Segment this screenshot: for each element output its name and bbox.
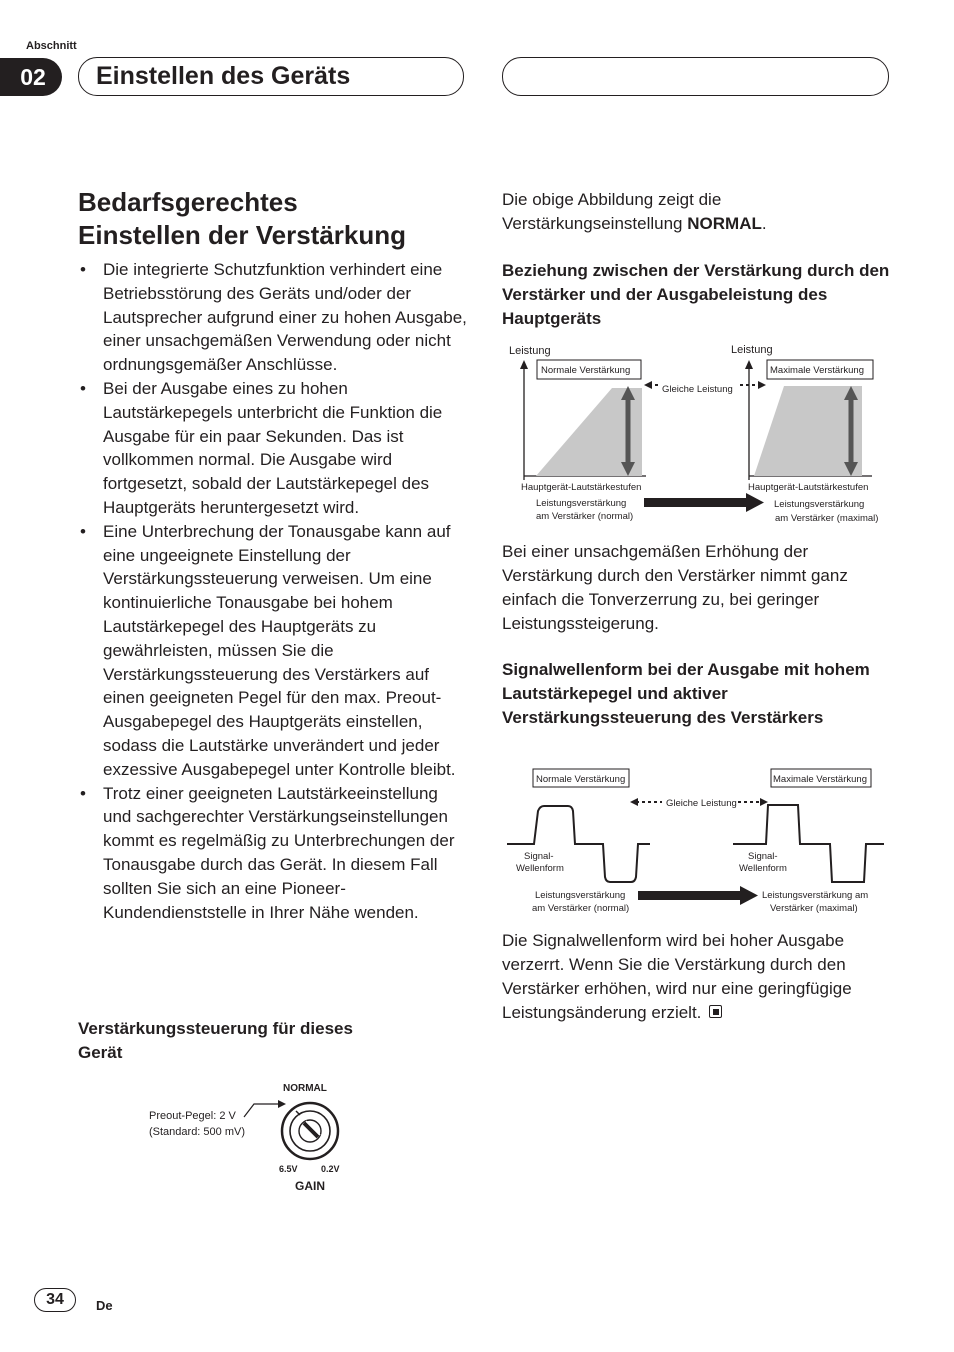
arrow-head-icon: [278, 1100, 286, 1108]
equal-power-arrow-right-icon: [760, 798, 768, 806]
normal-gain-label: Normale Verstärkung: [536, 774, 626, 785]
gain-caption-line-1: Leistungsverstärkung: [535, 890, 626, 901]
figure-description-text: Die obige Abbildung zeigt die Verstärkungseinstellung: [502, 190, 722, 233]
section-title: Einstellen des Geräts: [96, 62, 351, 90]
waveform-label-line-1: Signal-: [748, 851, 778, 862]
preout-level-label: Preout-Pegel: 2 V: [149, 1110, 236, 1122]
section-number-badge: 02: [0, 58, 62, 96]
equal-power-label: Gleiche Leistung: [662, 384, 733, 395]
y-axis-arrow-icon: [520, 360, 528, 369]
list-item: • Bei der Ausgabe eines zu hohen Lautstärkepegels unterbricht die Funktion die Ausgabe für ein paar Sekunden. Das ist vollkommen normal. Die Ausgabe wird fortgesetzt, sobald der Lautstärkepegel des Hauptgeräts heruntergesetzt wird.: [78, 377, 468, 520]
equal-power-arrow-left-icon: [644, 381, 652, 389]
comparison-arrow-head-icon: [746, 493, 764, 512]
header-empty-frame: [502, 57, 889, 96]
equal-power-label: Gleiche Leistung: [666, 798, 737, 809]
page-number: 34: [34, 1288, 76, 1312]
waveform-label-line-2: Wellenform: [739, 863, 787, 874]
waveform-label-line-2: Wellenform: [516, 863, 564, 874]
waveform-description: [502, 929, 892, 1025]
list-item: • Trotz einer geeigneten Lautstärkeeinstellung und sachgerechter Verstärkungseinstellungen kommt es regelmäßig zu Unterbrechungen der Tonausgabe durch das Gerät. In diesem Fall sollten Sie sich an eine Pioneer-Kundendienststelle in Ihrer Nähe wenden.: [78, 782, 468, 925]
power-axis-label: Leistung: [509, 345, 551, 357]
protection-notes-list: [78, 258, 468, 924]
comparison-arrow: [644, 498, 749, 507]
language-code: De: [96, 1298, 113, 1313]
maximum-gain-label: Maximale Verstärkung: [770, 365, 864, 376]
gain-caption-line-1: Leistungsverstärkung: [536, 498, 627, 509]
gain-caption-line-2: Verstärker (maximal): [770, 903, 858, 914]
gain-caption-line-2: am Verstärker (normal): [532, 903, 630, 914]
section-label: Abschnitt: [26, 40, 77, 52]
signal-waveform-figure: [502, 764, 892, 920]
figure-description: [502, 188, 892, 236]
gain-control-heading: [78, 1017, 468, 1065]
signal-waveform-heading: Signalwellenform bei der Ausgabe mit hohem Lautstärkepegel und aktiver Verstärkungssteuerung des Verstärkers: [502, 660, 870, 727]
page-heading-line-1: Bedarfsgerechtes: [78, 187, 298, 217]
sentence-end: .: [761, 214, 767, 233]
gain-caption-line-2: am Verstärker (maximal): [775, 513, 879, 524]
power-axis-label: Leistung: [731, 344, 773, 356]
comparison-arrow-head-icon: [740, 886, 758, 905]
standard-level-label: (Standard: 500 mV): [149, 1126, 245, 1138]
gain-control-heading-line-1: Verstärkungssteuerung für dieses: [78, 1019, 353, 1038]
distortion-description: Bei einer unsachgemäßen Erhöhung der Verstärkung durch den Verstärker nimmt ganz einfach die Tonverzerrung zu, bei geringer Leistungssteigerung.: [502, 542, 848, 633]
volume-steps-label: Hauptgerät-Lautstärkestufen: [521, 482, 642, 493]
pointer-line: [244, 1104, 280, 1117]
gain-caption-line-1: Leistungsverstärkung: [774, 499, 865, 510]
normal-gain-label: Normale Verstärkung: [541, 365, 631, 376]
page-heading: [78, 186, 468, 252]
normal-setting-name: NORMAL: [687, 214, 762, 233]
y-axis-arrow-icon: [745, 360, 753, 369]
page-heading-line-2: Einstellen der Verstärkung: [78, 220, 407, 250]
comparison-arrow: [638, 891, 742, 900]
gain-knob-figure: [140, 1075, 380, 1200]
waveform-label-line-1: Signal-: [524, 851, 554, 862]
gain-label: GAIN: [295, 1179, 325, 1193]
gain-caption-line-1: Leistungsverstärkung am: [762, 890, 869, 901]
normal-position-label: NORMAL: [283, 1083, 327, 1094]
maximum-gain-label: Maximale Verstärkung: [773, 774, 867, 785]
end-of-section-icon: [709, 1005, 722, 1018]
min-setting-label: 6.5V: [279, 1164, 298, 1174]
equal-power-arrow-right-icon: [758, 381, 766, 389]
list-item: • Die integrierte Schutzfunktion verhindert eine Betriebsstörung des Geräts und/oder der Lautsprecher aufgrund einer zu hohen Ausgabe, einer unsachgemäßen Verwendung oder nicht ordnungsgemäßer Anschlüsse.: [78, 258, 468, 377]
gain-power-relation-heading: Beziehung zwischen der Verstärkung durch den Verstärker und der Ausgabeleistung des Hauptgeräts: [502, 261, 890, 328]
equal-power-arrow-left-icon: [630, 798, 638, 806]
list-item: • Eine Unterbrechung der Tonausgabe kann auf eine ungeeignete Einstellung der Verstärkungssteuerung verweisen. Um eine kontinuierliche Tonausgabe bei hohem Lautstärkepegel des Hauptgeräts zu gewährleisten, müssen Sie die Verstärkungssteuerung des Verstärkers auf einen geeigneten Pegel für den max. Preout-Ausgabepegel des Hauptgeräts einstellen, sodass die Lautstärke unverändert und jeder exzessive Ausgabepegel unter Kontrolle bleibt.: [78, 520, 468, 782]
volume-steps-label: Hauptgerät-Lautstärkestufen: [748, 482, 869, 493]
gain-caption-line-2: am Verstärker (normal): [536, 511, 634, 522]
gain-control-heading-line-2: Gerät: [78, 1043, 123, 1062]
max-setting-label: 0.2V: [321, 1164, 340, 1174]
waveform-description-text: Die Signalwellenform wird bei hoher Ausgabe verzerrt. Wenn Sie die Verstärkung durch den Verstärker erhöhen, wird nur eine geringfügige Leistungsänderung erzielt.: [502, 931, 852, 1022]
power-relation-figure: [502, 338, 892, 528]
